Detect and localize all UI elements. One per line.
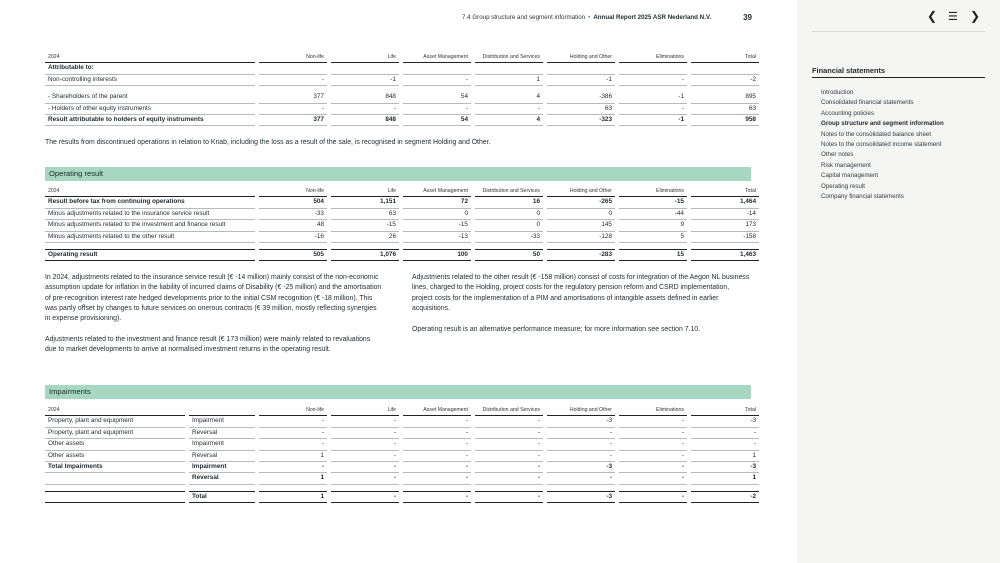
value-cell: - — [259, 427, 327, 438]
value-cell: - — [331, 462, 399, 473]
sidebar-item[interactable]: Operating result — [821, 182, 866, 190]
table-row — [45, 220, 759, 231]
value-cell: -44 — [619, 208, 687, 219]
value-cell: - — [475, 450, 543, 461]
value-cell: -1 — [547, 74, 615, 85]
value-cell: - — [403, 473, 471, 484]
page-number: 39 — [743, 13, 752, 22]
row-label: Operating result — [45, 250, 255, 261]
operating-right-paragraph-1: Adjustments related to the other result (€ -158 million) consist of costs for integration of the Aegon NL business lines, charged to the Holding, project costs for the regulatory pension reform and CSRD implementation, project costs for the implementation of a PIM and amortisations of intangible assets defined in earlier acquisitions. — [412, 274, 750, 312]
operating-result-heading: Operating result — [45, 167, 751, 181]
sidebar-item[interactable]: Risk management — [821, 161, 871, 169]
value-cell: 4 — [475, 115, 543, 126]
value-cell: 377 — [259, 115, 327, 126]
table-row — [45, 197, 759, 208]
value-cell: 1 — [259, 491, 327, 502]
value-cell: 1 — [691, 450, 759, 461]
chevron-right-icon[interactable]: ❯ — [970, 9, 981, 23]
value-cell — [547, 63, 615, 74]
value-cell: - — [475, 462, 543, 473]
value-cell: -16 — [259, 231, 327, 242]
sidebar-item[interactable]: Capital management — [821, 172, 879, 180]
table-row — [45, 63, 759, 74]
value-cell: -3 — [691, 416, 759, 427]
col-total: Total — [691, 52, 759, 63]
col-nonlife: Non-life — [259, 52, 327, 63]
value-cell: - — [403, 491, 471, 502]
value-cell: -14 — [691, 208, 759, 219]
value-cell: -128 — [547, 231, 615, 242]
row-type: Impairment — [189, 439, 255, 450]
value-cell: - — [475, 103, 543, 114]
value-cell: - — [547, 439, 615, 450]
value-cell: - — [475, 427, 543, 438]
value-cell: -1 — [619, 115, 687, 126]
value-cell: -265 — [547, 197, 615, 208]
operating-left-paragraph-1: In 2024, adjustments related to the insurance service result (€ -14 million) mainly consist of the non-economic assumption update for inflation in the liability of incurred claims of Disability (€ -25 million) and the amortisation of pre-recognition interest rate hedged developments prior to the initial CSM recognition (€ -18 million). This was partly offset by changes to future services on onerous contracts (€ 39 million, mostly reflecting synergies in expense provisioning). — [45, 274, 382, 323]
value-cell: 26 — [331, 231, 399, 242]
col-year: 2024 — [45, 186, 255, 197]
col-eliminations: Eliminations — [619, 52, 687, 63]
table-row — [45, 439, 759, 450]
value-cell: - — [691, 427, 759, 438]
value-cell: - — [619, 462, 687, 473]
value-cell: -283 — [547, 250, 615, 261]
header-dot-icon: • — [588, 14, 591, 21]
value-cell: 1,076 — [331, 250, 399, 261]
value-cell: -3 — [691, 462, 759, 473]
value-cell: - — [619, 450, 687, 461]
impairments-heading: Impairments — [45, 385, 751, 399]
value-cell: -158 — [691, 231, 759, 242]
value-cell: 848 — [331, 115, 399, 126]
col-life: Life — [331, 186, 399, 197]
value-cell: - — [403, 427, 471, 438]
row-type: Reversal — [189, 473, 255, 484]
value-cell: -2 — [691, 74, 759, 85]
row-type: Impairment — [189, 416, 255, 427]
value-cell: 1,463 — [691, 250, 759, 261]
value-cell: 848 — [331, 92, 399, 103]
row-label: Minus adjustments related to the other result — [45, 231, 255, 242]
col-total: Total — [691, 186, 759, 197]
value-cell: - — [619, 439, 687, 450]
operating-right-paragraph-2: Operating result is an alternative performance measure; for more information see section 7.10. — [412, 326, 701, 333]
value-cell: -1 — [331, 74, 399, 85]
total-row — [45, 491, 759, 502]
value-cell: 0 — [547, 208, 615, 219]
col-eliminations: Eliminations — [619, 186, 687, 197]
col-type — [189, 405, 255, 416]
value-cell: - — [619, 427, 687, 438]
value-cell: - — [691, 439, 759, 450]
col-life: Life — [331, 405, 399, 416]
table-row — [45, 416, 759, 427]
value-cell: - — [475, 473, 543, 484]
value-cell: -15 — [331, 220, 399, 231]
row-label: Result before tax from continuing operations — [45, 197, 255, 208]
value-cell: 4 — [475, 92, 543, 103]
row-label: Total Impairments — [45, 462, 185, 473]
col-asset-management: Asset Management — [403, 186, 471, 197]
value-cell: 63 — [331, 208, 399, 219]
table-row — [45, 427, 759, 438]
value-cell: -1 — [619, 92, 687, 103]
value-cell: 958 — [691, 115, 759, 126]
value-cell: -3 — [547, 491, 615, 502]
value-cell: - — [331, 103, 399, 114]
sidebar-item[interactable]: Notes to the consolidated balance sheet — [821, 130, 932, 138]
sidebar-title: Financial statements — [812, 66, 886, 75]
value-cell: 1 — [691, 473, 759, 484]
value-cell — [259, 63, 327, 74]
col-year: 2024 — [45, 52, 255, 63]
value-cell: 9 — [619, 220, 687, 231]
value-cell: - — [619, 473, 687, 484]
row-label: Minus adjustments related to the investment and finance result — [45, 220, 255, 231]
header-section: 7.4 Group structure and segment information — [462, 14, 586, 21]
value-cell: 1 — [259, 473, 327, 484]
value-cell: 1 — [475, 74, 543, 85]
row-label: Property, plant and equipment — [45, 416, 185, 427]
sidebar-item[interactable]: Other notes — [821, 151, 854, 159]
row-label: Property, plant and equipment — [45, 427, 185, 438]
value-cell: - — [619, 491, 687, 502]
col-life: Life — [331, 52, 399, 63]
sidebar-item[interactable]: Introduction — [821, 89, 854, 96]
sidebar-item[interactable]: Company financial statements — [821, 192, 904, 200]
value-cell: -15 — [619, 197, 687, 208]
value-cell: 100 — [403, 250, 471, 261]
value-cell: 0 — [475, 220, 543, 231]
row-type: Impairment — [189, 462, 255, 473]
sidebar-title-rule — [812, 77, 985, 78]
menu-icon[interactable]: ☰ — [948, 11, 958, 23]
value-cell: 63 — [547, 103, 615, 114]
col-year: 2024 — [45, 405, 185, 416]
value-cell: - — [475, 416, 543, 427]
header-report-title: Annual Report 2025 ASR Nederland N.V. — [593, 14, 712, 21]
col-nonlife: Non-life — [259, 186, 327, 197]
col-holding: Holding and Other — [547, 186, 615, 197]
page-header — [462, 14, 752, 21]
table-row — [45, 74, 759, 85]
value-cell: -386 — [547, 92, 615, 103]
col-total: Total — [691, 405, 759, 416]
discontinued-note: The results from discontinued operations in relation to Knab, including the loss as a result of the sale, is recognised in segment Holding and Other. — [45, 139, 491, 146]
row-label: Result attributable to holders of equity instruments — [45, 115, 255, 126]
value-cell — [331, 63, 399, 74]
value-cell: - — [619, 74, 687, 85]
sidebar-item[interactable]: Consolidated financial statements — [821, 99, 914, 107]
col-distribution: Distribution and Services — [475, 52, 543, 63]
value-cell: 1,464 — [691, 197, 759, 208]
value-cell: - — [331, 427, 399, 438]
value-cell: -13 — [403, 231, 471, 242]
row-label: Other assets — [45, 450, 185, 461]
value-cell: 505 — [259, 250, 327, 261]
table-row — [45, 231, 759, 242]
table-row — [45, 92, 759, 103]
value-cell: 1,151 — [331, 197, 399, 208]
value-cell: - — [403, 450, 471, 461]
value-cell: 895 — [691, 92, 759, 103]
table-row — [45, 103, 759, 114]
value-cell: 72 — [403, 197, 471, 208]
col-asset-management: Asset Management — [403, 52, 471, 63]
value-cell: - — [331, 439, 399, 450]
col-holding: Holding and Other — [547, 52, 615, 63]
col-distribution: Distribution and Services — [475, 405, 543, 416]
operating-result-table — [45, 186, 759, 261]
value-cell: 48 — [259, 220, 327, 231]
value-cell: 504 — [259, 197, 327, 208]
value-cell: - — [475, 439, 543, 450]
value-cell: 54 — [403, 92, 471, 103]
row-type: Reversal — [189, 450, 255, 461]
col-asset-management: Asset Management — [403, 405, 471, 416]
value-cell — [691, 63, 759, 74]
impairments-table — [45, 405, 759, 503]
attributable-table — [45, 52, 759, 126]
row-label: - Holders of other equity instruments — [45, 103, 255, 114]
value-cell — [403, 63, 471, 74]
value-cell: - — [403, 462, 471, 473]
row-label — [45, 473, 185, 484]
table-header-row — [45, 405, 759, 416]
row-label: Non-controlling interests — [45, 74, 255, 85]
table-row — [45, 208, 759, 219]
value-cell: - — [403, 416, 471, 427]
value-cell: - — [259, 74, 327, 85]
value-cell: - — [331, 491, 399, 502]
value-cell: - — [547, 427, 615, 438]
sidebar-item[interactable]: Accounting policies — [821, 109, 874, 117]
value-cell: -3 — [547, 462, 615, 473]
table-header-row — [45, 52, 759, 63]
col-eliminations: Eliminations — [619, 405, 687, 416]
value-cell: - — [331, 473, 399, 484]
value-cell: 1 — [259, 450, 327, 461]
total-row — [45, 250, 759, 261]
value-cell: 0 — [475, 208, 543, 219]
value-cell: 50 — [475, 250, 543, 261]
value-cell: - — [259, 439, 327, 450]
value-cell: 54 — [403, 115, 471, 126]
value-cell: -2 — [691, 491, 759, 502]
table-header-row — [45, 186, 759, 197]
value-cell: 377 — [259, 92, 327, 103]
sidebar-item[interactable]: Notes to the consolidated income statement — [821, 140, 942, 148]
value-cell — [475, 63, 543, 74]
row-label: Minus adjustments related to the insurance service result — [45, 208, 255, 219]
value-cell: - — [331, 416, 399, 427]
value-cell: - — [403, 439, 471, 450]
value-cell: -33 — [259, 208, 327, 219]
sidebar-toc — [821, 88, 944, 202]
value-cell: - — [547, 473, 615, 484]
table-row — [45, 462, 759, 473]
value-cell: - — [475, 491, 543, 502]
value-cell: 16 — [475, 197, 543, 208]
col-distribution: Distribution and Services — [475, 186, 543, 197]
value-cell: 173 — [691, 220, 759, 231]
value-cell: - — [403, 74, 471, 85]
chevron-left-icon[interactable]: ❮ — [927, 9, 938, 23]
table-row — [45, 450, 759, 461]
table-row — [45, 115, 759, 126]
table-row — [45, 473, 759, 484]
value-cell: - — [619, 416, 687, 427]
value-cell: - — [331, 450, 399, 461]
col-nonlife: Non-life — [259, 405, 327, 416]
value-cell: -15 — [403, 220, 471, 231]
sidebar — [797, 0, 1000, 563]
value-cell: -33 — [475, 231, 543, 242]
row-type: Reversal — [189, 427, 255, 438]
row-label: Attributable to: — [45, 63, 255, 74]
value-cell: 0 — [403, 208, 471, 219]
value-cell: 5 — [619, 231, 687, 242]
value-cell: -3 — [547, 416, 615, 427]
row-label: - Shareholders of the parent — [45, 92, 255, 103]
value-cell — [619, 63, 687, 74]
value-cell: - — [547, 450, 615, 461]
value-cell: 15 — [619, 250, 687, 261]
value-cell: - — [259, 416, 327, 427]
row-label — [45, 491, 185, 502]
row-label: Other assets — [45, 439, 185, 450]
sidebar-item[interactable]: Group structure and segment information — [821, 120, 944, 128]
value-cell: - — [259, 103, 327, 114]
value-cell: - — [619, 103, 687, 114]
sidebar-divider — [812, 31, 985, 32]
value-cell: - — [403, 103, 471, 114]
value-cell: - — [259, 462, 327, 473]
value-cell: 145 — [547, 220, 615, 231]
value-cell: 63 — [691, 103, 759, 114]
value-cell: -323 — [547, 115, 615, 126]
operating-left-paragraph-2: Adjustments related to the investment and finance result (€ 173 million) were mainly related to revaluations due to market developments to arrive at normalised investment returns in the operating result. — [45, 336, 371, 354]
col-holding: Holding and Other — [547, 405, 615, 416]
row-type: Total — [189, 491, 255, 502]
